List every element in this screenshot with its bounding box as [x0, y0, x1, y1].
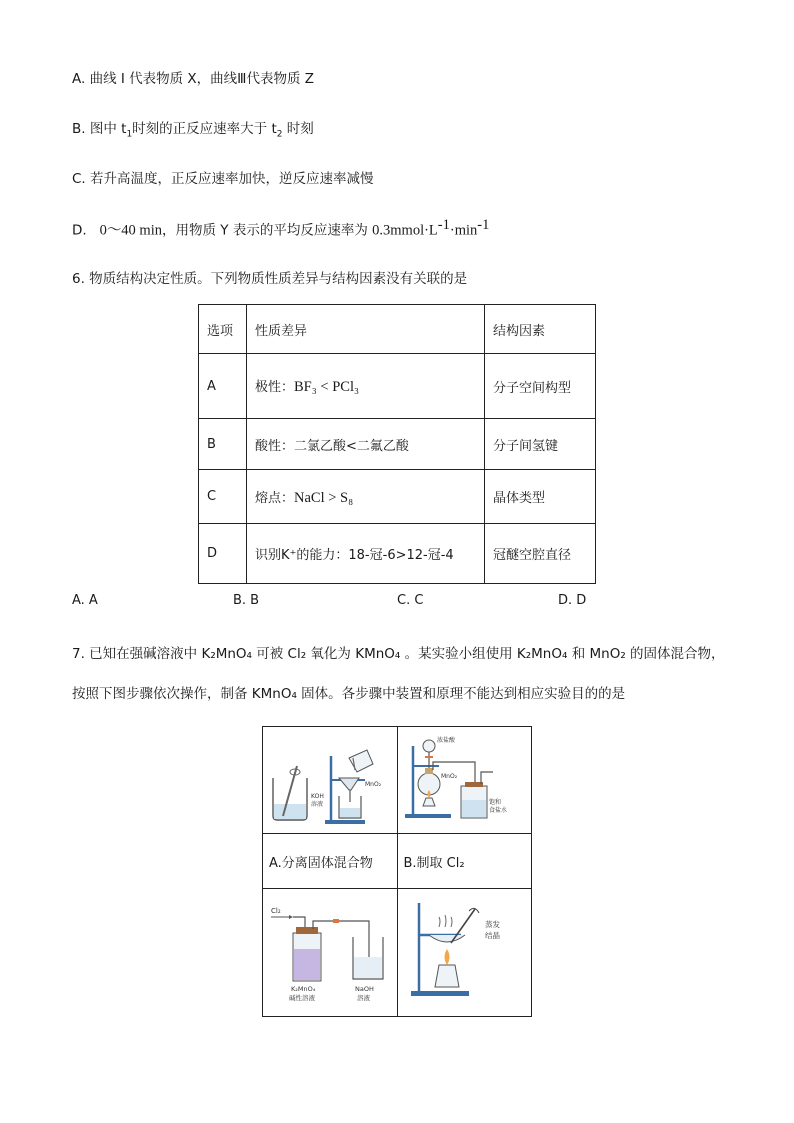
option-b-mid: 时刻的正反应速率大于 t: [132, 121, 277, 137]
choice-b[interactable]: B. B: [233, 593, 260, 608]
q6-stem: 6. 物质结构决定性质。下列物质性质差异与结构因素没有关联的是: [72, 271, 468, 287]
option-d-pre: D.: [72, 222, 87, 239]
table-row: [199, 354, 596, 419]
option-d-unit: ·min: [449, 222, 478, 239]
row-option: D: [199, 524, 247, 584]
option-d-rate: 0.3mmol·L: [372, 222, 438, 239]
option-a-text: A. 曲线 I 代表物质 X，曲线Ⅲ代表物质 Z: [72, 71, 315, 87]
property-label: 酸性：: [255, 438, 295, 454]
row-factor: 分子间氢键: [485, 419, 596, 470]
naoh-solution-label: 溶液: [356, 993, 370, 1002]
brine-label: 食盐水: [489, 807, 508, 814]
row-property: [247, 524, 485, 584]
choice-a[interactable]: A. A: [72, 593, 98, 608]
apparatus-b-cell: [397, 727, 532, 834]
property-expr: NaCl > S₈: [294, 489, 354, 506]
caption-a: A.分离固体混合物: [263, 834, 398, 889]
oxidation-apparatus-icon: [265, 891, 395, 1011]
property-label: 识别K⁺的能力：: [255, 548, 349, 563]
property-expr: 18-冠-6>12-冠-4: [348, 548, 454, 563]
property-table: [198, 304, 596, 584]
apparatus-a-cell: [263, 727, 398, 834]
caption-b: B.制取 Cl₂: [397, 834, 532, 889]
koh-label: KOH: [310, 793, 324, 800]
option-b-post: 时刻: [282, 121, 314, 137]
property-expr: BF₃ < PCl₃: [294, 379, 360, 395]
apparatus-c-cell: [263, 889, 398, 1017]
option-d-text: D. 0～40 min，用物质 Y 表示的平均反应速率为 $0.3mmol\cdot L^{-1}\cdot\min^{-1}$: [72, 217, 490, 239]
option-b-text: B. 图中 $t_1$时刻的正反应速率大于 $t_2$ 时刻: [72, 121, 314, 140]
option-d-range: 0～40 min: [99, 222, 162, 239]
row-option: C: [199, 470, 247, 524]
row-option: B: [199, 419, 247, 470]
filtration-apparatus-icon: [265, 728, 395, 828]
koh-solution-label: 溶液: [310, 801, 323, 808]
row-factor: 分子空间构型: [485, 354, 596, 419]
row-property: [247, 419, 485, 470]
row-property: [247, 470, 485, 524]
q7-line2: 按照下图步骤依次操作，制备 KMnO₄ 固体。各步骤中装置和原理不能达到相应实验目的的是: [72, 686, 626, 702]
chlorine-generator-icon: [399, 728, 529, 828]
header-option: 选项: [199, 305, 247, 354]
conc-hcl-label: 浓盐酸: [437, 737, 456, 744]
table-row: [199, 470, 596, 524]
alkaline-solution-label: 碱性溶液: [288, 993, 315, 1002]
saturated-label: 饱和: [489, 799, 502, 806]
cl2-label: Cl₂: [270, 906, 281, 915]
option-b-pre: B. 图中 t: [72, 121, 127, 137]
table-header-row: [199, 305, 596, 354]
row-factor: 晶体类型: [485, 470, 596, 524]
evaporation-apparatus-icon: [399, 891, 529, 1011]
option-d-mid: ，用物质 Y 表示的平均反应速率为: [162, 222, 368, 239]
row-option: A: [199, 354, 247, 419]
table-row: [199, 524, 596, 584]
option-c-text: C. 若升高温度，正反应速率加快，逆反应速率减慢: [72, 171, 374, 187]
apparatus-d-cell: [397, 889, 532, 1017]
property-expr: 二氯乙酸<二氟乙酸: [294, 438, 409, 454]
naoh-label: NaOH: [354, 984, 374, 993]
mno2-flask-label: MnO₂: [441, 773, 458, 780]
k2mno4-label: K₂MnO₄: [290, 984, 316, 993]
row-property: [247, 354, 485, 419]
crystallization-label: 结晶: [485, 930, 501, 940]
mno2-label: MnO₂: [364, 781, 381, 788]
property-label: 极性：: [255, 380, 295, 395]
header-property: 性质差异: [247, 305, 485, 354]
property-label: 熔点：: [255, 490, 295, 506]
choice-c[interactable]: C. C: [397, 593, 424, 608]
evaporation-label: 蒸发: [485, 919, 501, 929]
apparatus-table: [262, 726, 532, 1017]
header-factor: 结构因素: [485, 305, 596, 354]
q7-line1: 7. 已知在强碱溶液中 K₂MnO₄ 可被 Cl₂ 氧化为 KMnO₄ 。某实验小组使用 K₂MnO₄ 和 MnO₂ 的固体混合物，: [72, 646, 725, 662]
choice-d[interactable]: D. D: [558, 593, 587, 608]
row-factor: 冠醚空腔直径: [485, 524, 596, 584]
table-row: [199, 419, 596, 470]
